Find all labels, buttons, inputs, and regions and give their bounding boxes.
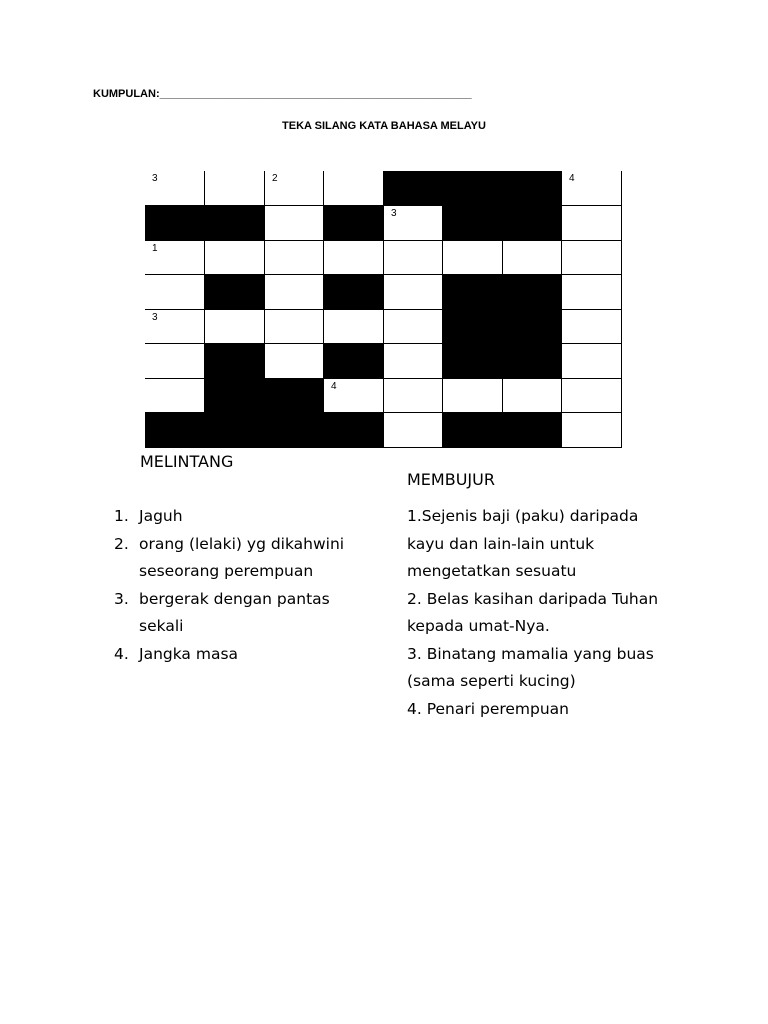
blocked-cell [443,413,503,448]
clue-number-label: 4. [114,644,129,663]
answer-cell[interactable] [145,379,205,413]
clue-text: Jangka masa [139,644,239,663]
answer-cell[interactable] [384,241,443,275]
down-clue-line: (sama seperti kucing) [407,672,576,690]
answer-cell[interactable] [562,413,622,448]
answer-cell[interactable] [443,241,503,275]
answer-cell[interactable] [384,206,443,241]
across-clue [114,641,394,669]
across-clue [114,503,394,531]
across-clues [114,503,394,668]
answer-cell[interactable] [443,379,503,413]
answer-cell[interactable] [205,171,265,206]
clue-number: 4 [569,173,575,184]
blocked-cell [503,344,562,379]
blocked-cell [503,206,562,241]
blocked-cell [443,344,503,379]
blocked-cell [503,275,562,310]
down-clue-line: kepada umat-Nya. [407,617,550,635]
down-clue-line: mengetatkan sesuatu [407,562,577,580]
clue-number-label: 3. [114,589,129,608]
blocked-cell [443,275,503,310]
down-clue-line: 2. Belas kasihan daripada Tuhan [407,589,659,608]
answer-cell[interactable] [562,275,622,310]
blocked-cell [324,206,384,241]
answer-cell[interactable] [503,379,562,413]
page-title: TEKA SILANG KATA BAHASA MELAYU [282,120,486,132]
answer-cell[interactable] [562,206,622,241]
answer-cell[interactable] [562,241,622,275]
answer-cell[interactable] [205,241,265,275]
answer-cell[interactable] [384,379,443,413]
answer-cell[interactable] [562,379,622,413]
down-clue-line: 3. Binatang mamalia yang buas [407,644,654,663]
clue-number-label: 1. [114,507,129,525]
down-heading: MEMBUJUR [407,470,495,489]
answer-cell[interactable] [562,344,622,379]
clue-text: orang (lelaki) yg dikahwini [139,534,345,553]
clue-text: sekali [139,617,184,635]
blocked-cell [443,171,503,206]
blocked-cell [265,379,324,413]
blocked-cell [205,379,265,413]
blocked-cell [205,344,265,379]
group-blank-line: ___________________________________________________ [159,88,472,100]
answer-cell[interactable] [145,310,205,344]
clue-number: 1 [152,243,158,254]
clue-number: 2 [272,173,278,184]
across-heading: MELINTANG [140,452,234,471]
across-clue [114,586,394,641]
blocked-cell [205,413,265,448]
blocked-cell [265,413,324,448]
down-clue-line: kayu dan lain-lain untuk [407,534,595,553]
answer-cell[interactable] [324,171,384,206]
answer-cell[interactable] [324,310,384,344]
answer-cell[interactable] [145,241,205,275]
clue-number: 3 [391,208,397,219]
answer-cell[interactable] [205,310,265,344]
down-clue-line: 1.Sejenis baji (paku) daripada [407,507,639,525]
answer-cell[interactable] [562,171,622,206]
blocked-cell [324,413,384,448]
blocked-cell [324,344,384,379]
answer-cell[interactable] [145,171,205,206]
clue-text: Jaguh [139,507,183,525]
answer-cell[interactable] [503,241,562,275]
clue-number: 4 [331,381,337,392]
answer-cell[interactable] [324,379,384,413]
clue-number-label: 2. [114,534,129,553]
answer-cell[interactable] [384,310,443,344]
answer-cell[interactable] [384,275,443,310]
blocked-cell [205,275,265,310]
blocked-cell [443,206,503,241]
answer-cell[interactable] [265,171,324,206]
clue-number: 3 [152,173,158,184]
blocked-cell [503,413,562,448]
clue-number: 3 [152,312,158,323]
blocked-cell [145,206,205,241]
blocked-cell [503,171,562,206]
blocked-cell [384,171,443,206]
answer-cell[interactable] [145,344,205,379]
answer-cell[interactable] [265,344,324,379]
group-label: KUMPULAN: [93,88,160,100]
blocked-cell [503,310,562,344]
answer-cell[interactable] [145,275,205,310]
answer-cell[interactable] [562,310,622,344]
blocked-cell [443,310,503,344]
across-clue [114,531,394,586]
answer-cell[interactable] [265,275,324,310]
clue-text: seseorang perempuan [139,562,314,580]
down-clues [407,503,707,723]
crossword-grid [145,171,622,448]
answer-cell[interactable] [265,241,324,275]
blocked-cell [205,206,265,241]
answer-cell[interactable] [384,344,443,379]
answer-cell[interactable] [324,241,384,275]
clue-text: bergerak dengan pantas [139,589,330,608]
blocked-cell [324,275,384,310]
answer-cell[interactable] [384,413,443,448]
blocked-cell [145,413,205,448]
down-clue-line: 4. Penari perempuan [407,699,570,718]
group-name-field[interactable] [93,88,472,100]
answer-cell[interactable] [265,206,324,241]
answer-cell[interactable] [265,310,324,344]
